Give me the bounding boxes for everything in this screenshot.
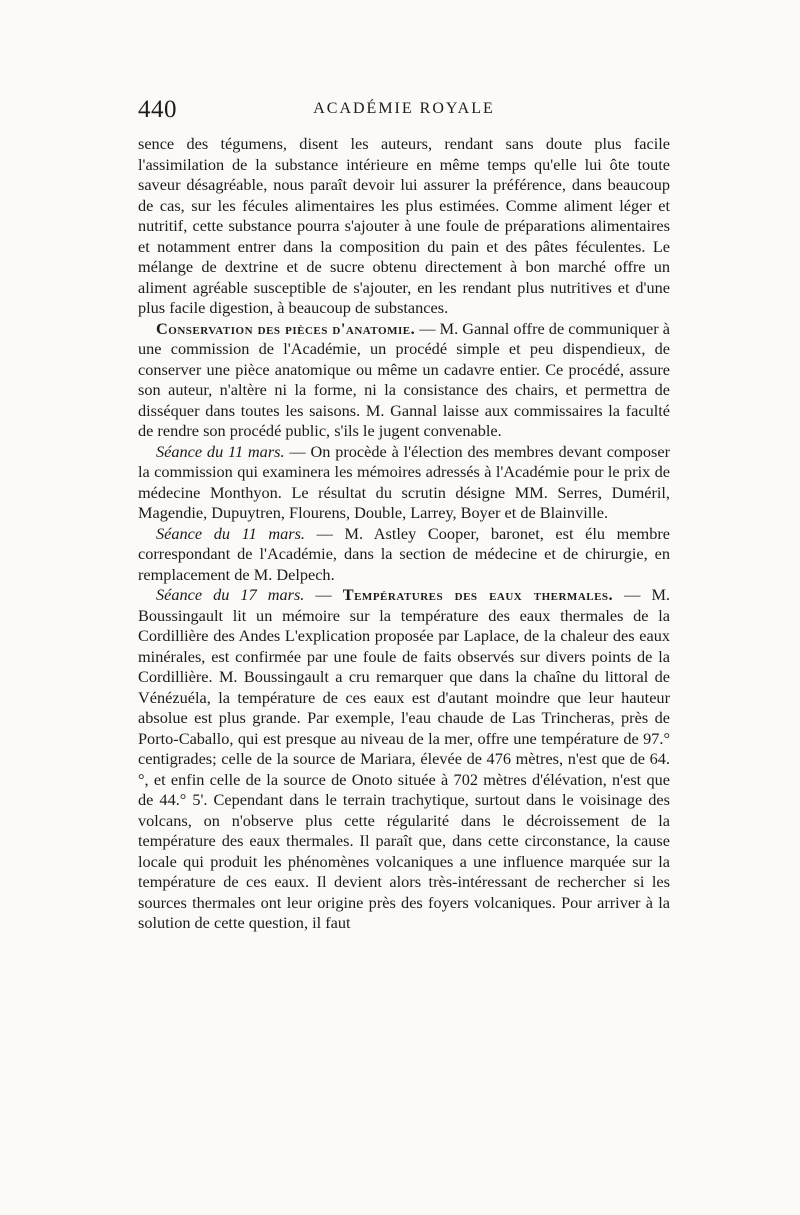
session-date: Séance du 11 mars. [156, 441, 285, 461]
page-header [138, 92, 670, 128]
session-date: Séance du 11 mars. [156, 523, 305, 543]
section-heading: Conservation des pièces d'anatomie. [156, 318, 416, 338]
session-date: Séance du 17 mars. [156, 585, 305, 604]
page-number: 440 [138, 96, 177, 123]
section-heading: Températures des eaux thermales. [342, 585, 614, 604]
paragraph-seance-cooper [138, 524, 670, 586]
paragraph-conservation [138, 319, 670, 442]
paragraph-text: — On procède à l'élection des membres devant composer la commission qui examinera les mémoires adressés à l'Académie pour le prix de médecine Monthyon. Le résultat du scrutin désigne MM. Serres, Duméril, Magendie, Dupuytren, Flourens, Double, Larrey, Boyer et de Blainville. [138, 441, 670, 522]
body-text [138, 134, 670, 934]
paragraph-dextrine [138, 134, 670, 319]
running-title: ACADÉMIE ROYALE [313, 100, 495, 117]
paragraph-seance-election [138, 442, 670, 524]
paragraph-text: — M. Boussingault lit un mémoire sur la température des eaux thermales de la Cordillière des Andes L'explication proposée par Laplace, de la chaleur des eaux minérales, est confirmée par une foule de faits observés sur divers points de la Cordillière. M. Boussingault a cru remarquer que dans la chaîne du littoral de Vénézuéla, la température de ces eaux est d'autant moindre que leur hauteur absolue est plus grande. Par exemple, l'eau chaude de Las Trincheras, près de Porto-Caballo, qui est presque au niveau de la mer, offre une température de 97.° centigrades; celle de la source de Mariara, élevée de 476 mètres, n'est que de 64.°, et enfin celle de la source de Onoto située à 702 mètres d'élévation, n'est que de 44.° 5'. Cependant dans le terrain trachytique, surtout dans le voisinage des volcans, on n'observe plus cette régularité dans le décroissement de la température des eaux thermales. Il paraît que, dans cette circonstance, la cause locale qui produit les phénomènes volcaniques a une influence marquée sur la température de ces eaux. Il devient alors très-intéressant de rechercher si les sources thermales ont leur origine près des foyers volcaniques. Pour arriver à la solution de cette question, il faut [138, 585, 671, 932]
paragraph-text: sence des tégumens, disent les auteurs, rendant sans doute plus facile l'assimilation de la substance intérieure en même temps qu'elle lui ôte toute saveur désagréable, nous paraît devoir lui assurer la préférence, dans beaucoup de cas, sur les fécules alimentaires les plus estimées. Comme aliment léger et nutritif, cette substance pourra s'ajouter à une foule de préparations alimentaires et notamment entrer dans la composition du pain et des pâtes féculentes. Le mélange de dextrine et de sucre obtenu directement à bon marché offre un aliment agréable susceptible de s'ajouter, en les rendant plus nutritives et d'une plus facile digestion, à beaucoup de substances. [138, 134, 670, 317]
paragraph-seance-temperatures [138, 585, 670, 934]
dash: — [304, 585, 343, 604]
paragraph-text: — M. Astley Cooper, baronet, est élu membre correspondant de l'Académie, dans la section de médecine et de chirurgie, en remplacement de M. Delpech. [138, 523, 670, 584]
paragraph-text: — M. Gannal offre de communiquer à une commission de l'Académie, un procédé simple et peu dispendieux, de conserver une pièce anatomique ou même un cadavre entier. Ce procédé, assure son auteur, n'altère ni la forme, ni la consistance des chairs, et permettra de disséquer dans toutes les saisons. M. Gannal laisse aux commissaires la faculté de rendre son procédé public, s'ils le jugent convenable. [138, 318, 670, 440]
